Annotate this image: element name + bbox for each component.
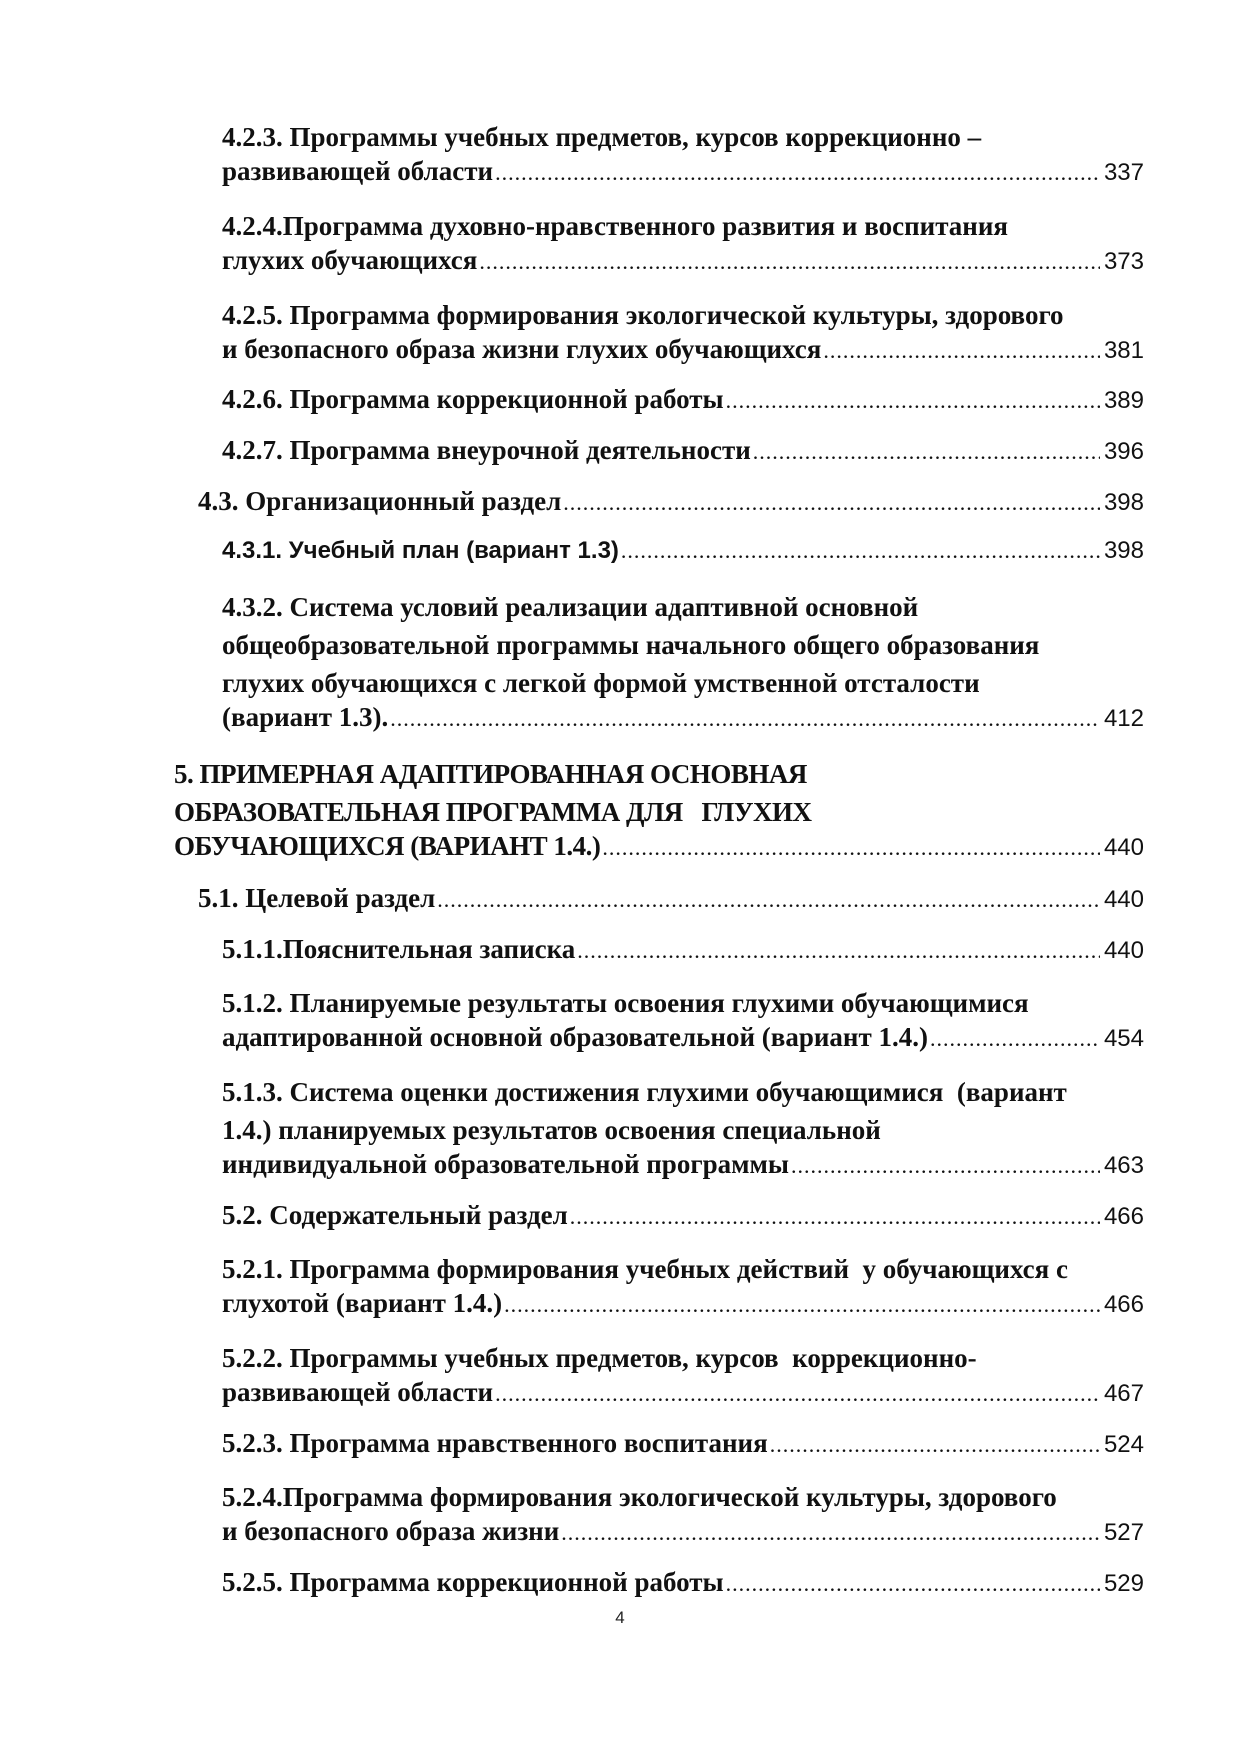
toc-entry-text: 5.2.1. Программа формирования учебных действий у обучающихся с [222, 1254, 1068, 1284]
toc-entry-text: ОБУЧАЮЩИХСЯ (ВАРИАНТ 1.4.) [174, 831, 601, 861]
toc-entry-text: 5.2.5. Программа коррекционной работы [222, 1567, 724, 1597]
toc-entry-text: и безопасного образа жизни глухих обучающихся [222, 334, 822, 364]
toc-page-number: 463 [1103, 1152, 1144, 1179]
dot-leader [563, 490, 1100, 516]
toc-entry-text: 4.3. Организационный раздел [198, 486, 562, 516]
toc-entry[interactable] [222, 1478, 1144, 1547]
dot-leader [602, 835, 1100, 861]
toc-entry-text: развивающей области [222, 1377, 494, 1407]
toc-entry-text: и безопасного образа жизни [222, 1516, 560, 1546]
toc-entry[interactable] [222, 207, 1144, 276]
toc-entry[interactable] [222, 984, 1144, 1053]
toc-entry-text: 5.2.2. Программы учебных предметов, курсов коррекционно- [222, 1343, 977, 1373]
toc-page-number: 381 [1103, 337, 1144, 364]
dot-leader [823, 338, 1100, 364]
toc-page-number: 454 [1103, 1025, 1144, 1052]
toc-page-number: 466 [1103, 1291, 1144, 1318]
toc-entry-text: 4.2.6. Программа коррекционной работы [222, 384, 724, 414]
dot-leader [504, 1292, 1100, 1318]
dot-leader [770, 1432, 1100, 1458]
toc-page-number: 440 [1103, 937, 1144, 964]
toc-page-number: 373 [1103, 248, 1144, 275]
toc-entry-text: глухотой (вариант 1.4.) [222, 1288, 503, 1318]
dot-leader [479, 249, 1100, 275]
toc-entry[interactable] [222, 588, 1144, 733]
toc-page-number: 440 [1103, 886, 1144, 913]
toc-entry-text: 5.2.3. Программа нравственного воспитания [222, 1428, 768, 1458]
toc-entry-text: 5.2. Содержательный раздел [222, 1200, 568, 1230]
toc-entry-text: 5.1. Целевой раздел [198, 883, 436, 913]
dot-leader [577, 938, 1100, 964]
toc-page-number: 467 [1103, 1380, 1144, 1407]
toc-entry-text: 4.2.7. Программа внеурочной деятельности [222, 435, 751, 465]
toc-entry-text: 4.2.3. Программы учебных предметов, курсов коррекционно – [222, 122, 982, 152]
dot-leader [561, 1520, 1100, 1546]
toc-entry[interactable] [222, 934, 1144, 965]
toc-entry-text: 5.1.3. Система оценки достижения глухими обучающимися (вариант [222, 1077, 1067, 1107]
dot-leader [570, 1204, 1100, 1230]
toc-entry-text: 1.4.) планируемых результатов освоения специальной [222, 1115, 881, 1145]
toc-entry[interactable] [222, 1250, 1144, 1319]
toc-section-heading[interactable] [174, 755, 1144, 862]
toc-entry-text: развивающей области [222, 156, 494, 186]
toc-entry[interactable] [198, 486, 1144, 517]
toc-entry[interactable] [222, 1567, 1144, 1598]
toc-entry-text: 5.1.1.Пояснительная записка [222, 934, 576, 964]
toc-entry[interactable] [198, 883, 1144, 914]
dot-leader [726, 388, 1100, 414]
toc-entry-text: 4.2.4.Программа духовно-нравственного развития и воспитания [222, 211, 1009, 241]
toc-page-number: 440 [1103, 834, 1144, 861]
toc-page-number: 389 [1103, 387, 1144, 414]
dot-leader [437, 887, 1100, 913]
toc-page-number: 396 [1103, 438, 1144, 465]
toc-entry-text: общеобразовательной программы начального общего образования [222, 630, 1040, 660]
toc-entry-text: 5.1.2. Планируемые результаты освоения глухими обучающимися [222, 988, 1029, 1018]
dot-leader [726, 1571, 1100, 1597]
toc-page-number: 398 [1103, 489, 1144, 516]
dot-leader [930, 1026, 1100, 1052]
dot-leader [390, 706, 1100, 732]
toc-entry-text: глухих обучающихся с легкой формой умственной отсталости [222, 668, 980, 698]
toc-page-number: 412 [1103, 705, 1144, 732]
toc-entry-text: адаптированной основной образовательной (вариант 1.4.) [222, 1022, 928, 1052]
toc-page-number: 524 [1103, 1431, 1144, 1458]
toc-page-number: 466 [1103, 1203, 1144, 1230]
toc-page-number: 529 [1103, 1570, 1144, 1597]
toc-entry-text: индивидуальной образовательной программы [222, 1149, 789, 1179]
dot-leader [753, 439, 1100, 465]
toc-entry-text: глухих обучающихся [222, 245, 478, 275]
toc-entry[interactable] [222, 1200, 1144, 1231]
toc-entry-text: 5. ПРИМЕРНАЯ АДАПТИРОВАННАЯ ОСНОВНАЯ [174, 759, 807, 789]
dot-leader [495, 160, 1100, 186]
toc-entry[interactable] [222, 537, 1144, 565]
toc-entry-text: 5.2.4.Программа формирования экологической культуры, здорового [222, 1482, 1057, 1512]
toc-entry[interactable] [222, 384, 1144, 415]
toc-entry[interactable] [222, 1073, 1144, 1180]
toc-entry-text: 4.3.1. Учебный план (вариант 1.3) [222, 537, 619, 564]
toc-entry-text: 4.2.5. Программа формирования экологической культуры, здорового [222, 300, 1064, 330]
toc-entry[interactable] [222, 296, 1144, 365]
toc-entry-text: ОБРАЗОВАТЕЛЬНАЯ ПРОГРАММА ДЛЯ ГЛУХИХ [174, 797, 812, 827]
dot-leader [621, 538, 1100, 564]
dot-leader [791, 1153, 1100, 1179]
toc-entry[interactable] [222, 1428, 1144, 1459]
toc-page-number: 337 [1103, 159, 1144, 186]
toc-entry[interactable] [222, 435, 1144, 466]
page-number-footer: 4 [615, 1608, 625, 1627]
toc-entry[interactable] [222, 1339, 1144, 1408]
toc-entry-text: (вариант 1.3). [222, 702, 389, 732]
toc-page-number: 398 [1103, 537, 1144, 564]
toc-page-number: 527 [1103, 1519, 1144, 1546]
toc-entry-text: 4.3.2. Система условий реализации адаптивной основной [222, 592, 919, 622]
dot-leader [495, 1381, 1100, 1407]
toc-entry[interactable] [222, 118, 1144, 187]
